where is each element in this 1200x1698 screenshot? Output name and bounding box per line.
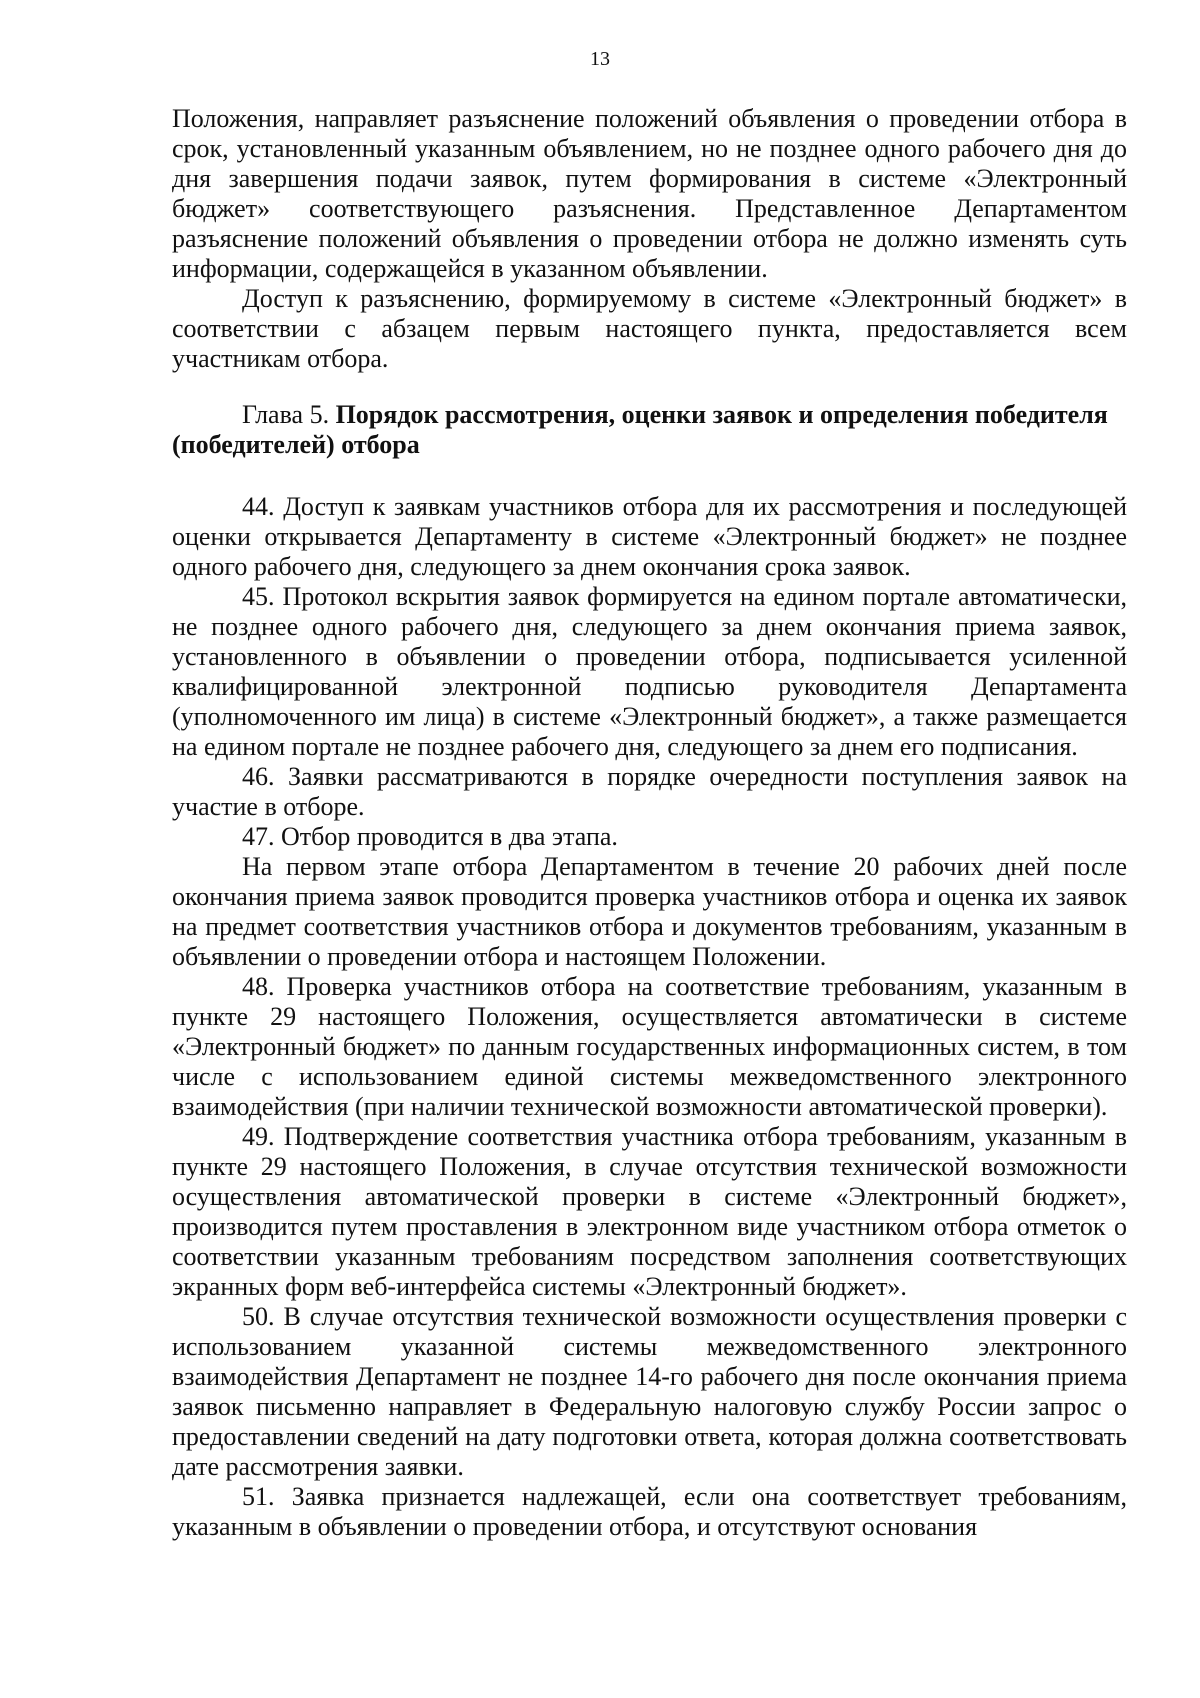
chapter-heading (172, 400, 1127, 460)
intro-text-block (172, 104, 1127, 374)
paragraph-49: 49. Подтверждение соответствия участника отбора требованиям, указанным в пункте 29 настоящего Положения, в случае отсутствия технической возможности осуществления автоматической проверки в системе «Электронный бюджет», производится путем проставления в электронном виде участником отбора отметок о соответствии указанным требованиям посредством заполнения соответствующих экранных форм веб-интерфейса системы «Электронный бюджет». (172, 1122, 1127, 1301)
paragraph-45: 45. Протокол вскрытия заявок формируется на едином портале автоматически, не позднее одного рабочего дня, следующего за днем окончания приема заявок, установленного в объявлении о проведении отбора, подписывается усиленной квалифицированной электронной подписью руководителя Департамента (уполномоченного им лица) в системе «Электронный бюджет», а также размещается на едином портале не позднее рабочего дня, следующего за днем его подписания. (172, 582, 1127, 761)
paragraph-continuation: Положения, направляет разъяснение положений объявления о проведении отбора в срок, установленный указанным объявлением, но не позднее одного рабочего дня до дня завершения подачи заявок, путем формирования в системе «Электронный бюджет» соответствующего разъяснения. Представленное Департаментом разъяснение положений объявления о проведении отбора не должно изменять суть информации, содержащейся в указанном объявлении. (172, 104, 1127, 283)
main-text-block (172, 492, 1127, 1542)
paragraph-46: 46. Заявки рассматриваются в порядке очередности поступления заявок на участие в отборе. (172, 762, 1127, 821)
paragraph-47-first-stage: На первом этапе отбора Департаментом в течение 20 рабочих дней после окончания приема заявок проводится проверка участников отбора и оценка их заявок на предмет соответствия участников отбора и документов требованиям, указанным в объявлении о проведении отбора и настоящем Положении. (172, 852, 1127, 971)
paragraph-44: 44. Доступ к заявкам участников отбора для их рассмотрения и последующей оценки открывается Департаменту в системе «Электронный бюджет» не позднее одного рабочего дня, следующего за днем окончания срока заявок. (172, 492, 1127, 581)
chapter-prefix: Глава 5. (242, 400, 330, 429)
paragraph-48: 48. Проверка участников отбора на соответствие требованиям, указанным в пункте 29 настоящего Положения, осуществляется автоматически в системе «Электронный бюджет» по данным государственных информационных систем, в том числе с использованием единой системы межведомственного электронного взаимодействия (при наличии технической возможности автоматической проверки). (172, 972, 1127, 1121)
paragraph-access-clarification: Доступ к разъяснению, формируемому в системе «Электронный бюджет» в соответствии с абзацем первым настоящего пункта, предоставляется всем участникам отбора. (172, 284, 1127, 373)
paragraph-47: 47. Отбор проводится в два этапа. (242, 822, 618, 851)
chapter-title: Порядок рассмотрения, оценки заявок и определения победителя (победителей) отбора (172, 400, 1108, 459)
paragraph-50: 50. В случае отсутствия технической возможности осуществления проверки с использованием указанной системы межведомственного электронного взаимодействия Департамент не позднее 14-го рабочего дня после окончания приема заявок письменно направляет в Федеральную налоговую службу России запрос о предоставлении сведений на дату подготовки ответа, которая должна соответствовать дате рассмотрения заявки. (172, 1302, 1127, 1481)
paragraph-51: 51. Заявка признается надлежащей, если она соответствует требованиям, указанным в объявлении о проведении отбора, и отсутствуют основания (172, 1482, 1127, 1541)
page-number: 13 (590, 48, 610, 70)
